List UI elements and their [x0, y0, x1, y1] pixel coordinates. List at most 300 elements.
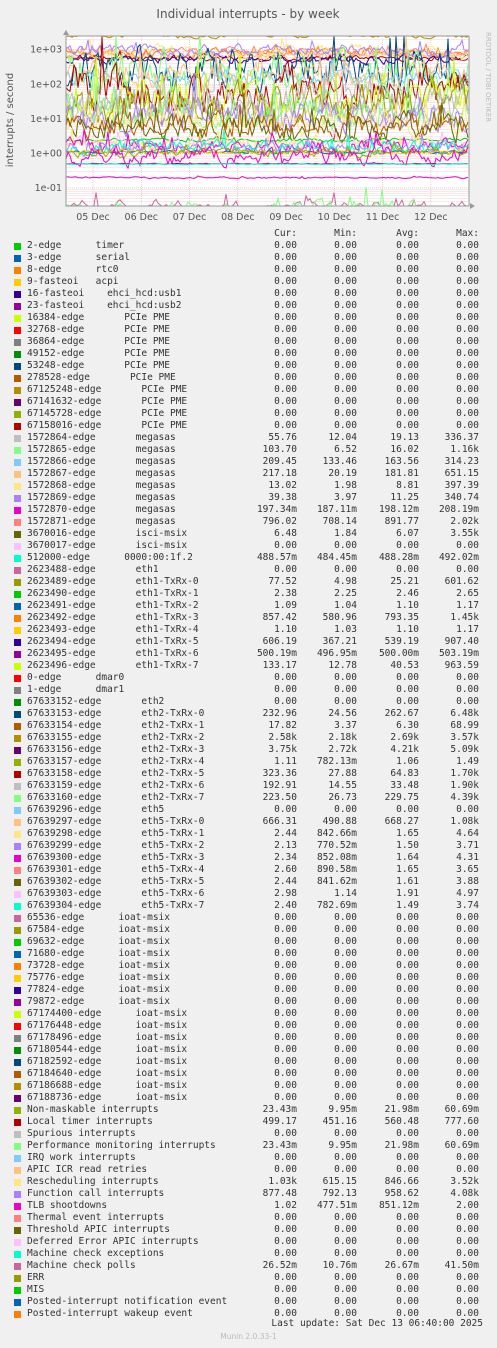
- legend-row: [0, 1008, 497, 1020]
- legend-label: 1572865-edge megasas: [27, 444, 176, 455]
- legend-cur: 323.36: [262, 768, 297, 779]
- legend-min: 367.21: [322, 636, 357, 647]
- legend-label: 23-fasteoi ehci_hcd:usb2: [27, 300, 182, 311]
- legend-min: 1.98: [334, 480, 357, 491]
- legend-label: 67633159-edge eth2-TxRx-6: [27, 780, 205, 791]
- legend-row: [0, 1284, 497, 1296]
- legend-swatch: [14, 291, 21, 298]
- legend-min: 0.00: [334, 396, 357, 407]
- legend-max: 2.00: [456, 1200, 479, 1211]
- legend-avg: 0.00: [396, 312, 419, 323]
- legend-avg: 0.00: [396, 1296, 419, 1307]
- legend-cur: 666.31: [262, 816, 297, 827]
- legend-min: 2.72k: [328, 744, 357, 755]
- legend-swatch: [14, 783, 21, 790]
- legend-max: 60.69m: [444, 1104, 479, 1115]
- legend-max: 0.00: [456, 1284, 479, 1295]
- legend-label: 49152-edge PCIe PME: [27, 348, 170, 359]
- legend-label: Posted-interrupt wakeup event: [27, 1308, 193, 1319]
- legend-max: 0.00: [456, 360, 479, 371]
- legend-label: 65536-edge ioat-msix: [27, 912, 170, 923]
- legend-swatch: [14, 375, 21, 382]
- legend-avg: 560.48: [384, 1116, 419, 1127]
- legend-min: 490.88: [322, 816, 357, 827]
- legend-row: [0, 504, 497, 516]
- legend-min: 0.00: [334, 564, 357, 575]
- legend-swatch: [14, 507, 21, 514]
- legend-min: 0.00: [334, 1092, 357, 1103]
- legend-avg: 851.12m: [378, 1200, 419, 1211]
- legend-min: 0.00: [334, 1152, 357, 1163]
- legend-row: [0, 1188, 497, 1200]
- legend-max: 1.16k: [450, 444, 479, 455]
- legend-avg: 25.21: [390, 576, 419, 587]
- legend-row: [0, 1068, 497, 1080]
- legend-label: APIC ICR read retries: [27, 1164, 148, 1175]
- legend-row: [0, 888, 497, 900]
- legend-avg: 0.00: [396, 1272, 419, 1283]
- legend-max: 0.00: [456, 1164, 479, 1175]
- legend-label: 67639304-edge eth5-TxRx-7: [27, 900, 205, 911]
- legend-row: [0, 756, 497, 768]
- legend-avg: 0.00: [396, 540, 419, 551]
- legend-swatch: [14, 351, 21, 358]
- x-tick-label: 06 Dec: [124, 212, 159, 223]
- legend-swatch: [14, 567, 21, 574]
- legend-min: 0.00: [334, 1248, 357, 1259]
- legend-cur: 796.02: [262, 516, 297, 527]
- legend-swatch: [14, 1287, 21, 1294]
- legend-swatch: [14, 1263, 21, 1270]
- legend-cur: 0.00: [274, 420, 297, 431]
- legend-cur: 39.38: [268, 492, 297, 503]
- legend-max: 3.55k: [450, 528, 479, 539]
- legend-label: 67633157-edge eth2-TxRx-4: [27, 756, 205, 767]
- legend-avg: 64.83: [390, 768, 419, 779]
- legend-max: 0.00: [456, 1224, 479, 1235]
- legend-row: [0, 840, 497, 852]
- legend-row: [0, 804, 497, 816]
- legend-label: 16-fasteoi ehci_hcd:usb1: [27, 288, 182, 299]
- legend-min: 27.88: [328, 768, 357, 779]
- legend-label: 67186688-edge ioat-msix: [27, 1080, 188, 1091]
- legend-avg: 0.00: [396, 276, 419, 287]
- legend-avg: 793.35: [384, 612, 419, 623]
- legend-swatch: [14, 915, 21, 922]
- legend-label: 2623491-edge eth1-TxRx-2: [27, 600, 199, 611]
- legend-min: 782.69m: [316, 900, 357, 911]
- legend-avg: 0.00: [396, 336, 419, 347]
- legend-row: [0, 1176, 497, 1188]
- legend-swatch: [14, 987, 21, 994]
- x-tick-label: 12 Dec: [414, 212, 448, 223]
- legend-cur: 197.34m: [256, 504, 297, 515]
- legend-max: 0.00: [456, 420, 479, 431]
- legend-swatch: [14, 471, 21, 478]
- legend-avg: 891.77: [384, 516, 419, 527]
- legend-avg: 0.00: [396, 924, 419, 935]
- legend-avg: 229.75: [384, 792, 419, 803]
- legend-avg: 19.13: [390, 432, 419, 443]
- legend-min: 0.00: [334, 276, 357, 287]
- legend-avg: 4.21k: [390, 744, 419, 755]
- legend-max: 0.00: [456, 312, 479, 323]
- legend-row: [0, 1260, 497, 1272]
- legend-avg: 0.00: [396, 1284, 419, 1295]
- legend-cur: 0.00: [274, 1152, 297, 1163]
- legend-swatch: [14, 1143, 21, 1150]
- legend-max: 4.64: [456, 828, 479, 839]
- legend-max: 0.00: [456, 672, 479, 683]
- legend-cur: 0.00: [274, 1032, 297, 1043]
- legend-label: 8-edge rtc0: [27, 264, 119, 275]
- legend-label: MIS: [27, 1284, 45, 1295]
- legend-row: [0, 852, 497, 864]
- legend-label: 69632-edge ioat-msix: [27, 936, 170, 947]
- legend-cur: 2.98: [274, 888, 297, 899]
- legend-min: 0.00: [334, 264, 357, 275]
- legend-min: 0.00: [334, 948, 357, 959]
- legend-row: [0, 972, 497, 984]
- legend-cur: 0.00: [274, 336, 297, 347]
- legend-label: 2623489-edge eth1-TxRx-0: [27, 576, 199, 587]
- legend-min: 1.04: [334, 600, 357, 611]
- legend-row: [0, 552, 497, 564]
- legend-label: 1572869-edge megasas: [27, 492, 176, 503]
- legend-label: 67639301-edge eth5-TxRx-4: [27, 864, 205, 875]
- legend-min: 26.73: [328, 792, 357, 803]
- legend-cur: 2.34: [274, 852, 297, 863]
- legend-row: [0, 240, 497, 252]
- legend-min: 0.00: [334, 372, 357, 383]
- legend-avg: 26.67m: [384, 1260, 419, 1271]
- legend-avg: 40.53: [390, 660, 419, 671]
- legend-row: [0, 1200, 497, 1212]
- legend-label: Posted-interrupt notification event: [27, 1296, 228, 1307]
- legend-label: 67141632-edge PCIe PME: [27, 396, 188, 407]
- legend-cur: 23.43m: [262, 1104, 297, 1115]
- legend-swatch: [14, 927, 21, 934]
- legend-avg: 1.65: [396, 864, 419, 875]
- legend-avg: 0.00: [396, 1032, 419, 1043]
- legend-avg: 0.00: [396, 1128, 419, 1139]
- legend-min: 0.00: [334, 672, 357, 683]
- legend-min: 3.37: [334, 720, 357, 731]
- legend-swatch: [14, 363, 21, 370]
- y-tick-label: 1e+01: [30, 113, 62, 125]
- legend-row: [0, 1020, 497, 1032]
- legend-max: 0.00: [456, 1236, 479, 1247]
- legend-min: 841.62m: [316, 876, 357, 887]
- legend-swatch: [14, 999, 21, 1006]
- legend-label: 67584-edge ioat-msix: [27, 924, 170, 935]
- legend-cur: 0.00: [274, 936, 297, 947]
- legend-cur: 217.18: [262, 468, 297, 479]
- legend-label: 1-edge dmar1: [27, 684, 125, 695]
- legend-cur: 192.91: [262, 780, 297, 791]
- legend-avg: 2.46: [396, 588, 419, 599]
- legend-row: [0, 384, 497, 396]
- legend-min: 0.00: [334, 408, 357, 419]
- x-tick-label: 11 Dec: [365, 212, 400, 223]
- legend-max: 0.00: [456, 1056, 479, 1067]
- legend-swatch: [14, 891, 21, 898]
- legend-swatch: [14, 1107, 21, 1114]
- header-min: Min:: [334, 228, 357, 239]
- legend-max: 1.90k: [450, 780, 479, 791]
- legend-row: [0, 1140, 497, 1152]
- legend-avg: 0.00: [396, 1008, 419, 1019]
- legend-max: 1.08k: [450, 816, 479, 827]
- legend-row: [0, 288, 497, 300]
- legend-swatch: [14, 735, 21, 742]
- legend-min: 14.55: [328, 780, 357, 791]
- legend-max: 1.17: [456, 600, 479, 611]
- legend-min: 890.58m: [316, 864, 357, 875]
- legend-max: 0.00: [456, 252, 479, 263]
- legend-cur: 0.00: [274, 1236, 297, 1247]
- legend-max: 3.65: [456, 864, 479, 875]
- legend-label: Performance monitoring interrupts: [27, 1140, 216, 1151]
- legend-min: 1.03: [334, 624, 357, 635]
- legend-cur: 133.17: [262, 660, 297, 671]
- legend-max: 41.50m: [444, 1260, 479, 1271]
- legend-min: 0.00: [334, 936, 357, 947]
- legend-cur: 0.00: [274, 1020, 297, 1031]
- legend-cur: 2.38: [274, 588, 297, 599]
- legend-max: 601.62: [444, 576, 479, 587]
- legend-min: 3.97: [334, 492, 357, 503]
- legend-avg: 539.19: [384, 636, 419, 647]
- legend-swatch: [14, 399, 21, 406]
- legend-cur: 0.00: [274, 1272, 297, 1283]
- x-tick-label: 08 Dec: [221, 212, 255, 223]
- legend-cur: 0.00: [274, 348, 297, 359]
- legend-max: 0.00: [456, 1044, 479, 1055]
- legend-max: 0.00: [456, 912, 479, 923]
- legend-min: 12.04: [328, 432, 357, 443]
- legend-label: 77824-edge ioat-msix: [27, 984, 170, 995]
- legend-swatch: [14, 771, 21, 778]
- legend-row: [0, 264, 497, 276]
- legend-row: [0, 1044, 497, 1056]
- legend-row: [0, 1032, 497, 1044]
- legend-max: 0.00: [456, 324, 479, 335]
- y-tick-label: 1e+00: [30, 148, 62, 160]
- legend-avg: 1.65: [396, 828, 419, 839]
- legend-cur: 1.02: [274, 1200, 297, 1211]
- legend-min: 0.00: [334, 1236, 357, 1247]
- legend-cur: 0.00: [274, 948, 297, 959]
- legend-label: 67125248-edge PCIe PME: [27, 384, 188, 395]
- legend-cur: 0.00: [274, 396, 297, 407]
- legend-swatch: [14, 903, 21, 910]
- legend-max: 4.31: [456, 852, 479, 863]
- legend-avg: 958.62: [384, 1188, 419, 1199]
- legend-avg: 1.49: [396, 900, 419, 911]
- legend-max: 0.00: [456, 1272, 479, 1283]
- legend-min: 792.13: [322, 1188, 357, 1199]
- legend-avg: 0.00: [396, 300, 419, 311]
- legend-swatch: [14, 867, 21, 874]
- legend-label: 67633155-edge eth2-TxRx-2: [27, 732, 205, 743]
- legend-cur: 0.00: [274, 912, 297, 923]
- legend-max: 6.48k: [450, 708, 479, 719]
- legend-row: [0, 360, 497, 372]
- legend-swatch: [14, 483, 21, 490]
- legend-swatch: [14, 591, 21, 598]
- legend-avg: 0.00: [396, 240, 419, 251]
- legend-swatch: [14, 807, 21, 814]
- legend-cur: 1.11: [274, 756, 297, 767]
- legend-label: 67184640-edge ioat-msix: [27, 1068, 188, 1079]
- legend-cur: 0.00: [274, 1248, 297, 1259]
- legend-cur: 0.00: [274, 804, 297, 815]
- legend-swatch: [14, 939, 21, 946]
- legend-swatch: [14, 1059, 21, 1066]
- legend-max: 4.39k: [450, 792, 479, 803]
- legend-avg: 0.00: [396, 264, 419, 275]
- legend-avg: 0.00: [396, 936, 419, 947]
- legend-cur: 2.40: [274, 900, 297, 911]
- legend-avg: 0.00: [396, 696, 419, 707]
- legend-max: 0.00: [456, 1080, 479, 1091]
- legend-swatch: [14, 1035, 21, 1042]
- legend-cur: 55.76: [268, 432, 297, 443]
- legend-label: 67633156-edge eth2-TxRx-3: [27, 744, 205, 755]
- legend-max: 0.00: [456, 1212, 479, 1223]
- legend-min: 0.00: [334, 1056, 357, 1067]
- legend-avg: 0.00: [396, 564, 419, 575]
- legend-min: 0.00: [334, 384, 357, 395]
- legend-swatch: [14, 1155, 21, 1162]
- legend-label: 67633154-edge eth2-TxRx-1: [27, 720, 205, 731]
- legend-label: 67633152-edge eth2: [27, 696, 165, 707]
- legend-max: 0.00: [456, 1068, 479, 1079]
- legend-label: Machine check exceptions: [27, 1248, 165, 1259]
- legend-label: Spurious interrupts: [27, 1128, 136, 1139]
- legend-min: 1.84: [334, 528, 357, 539]
- header-cur: Cur:: [274, 228, 297, 239]
- legend-swatch: [14, 951, 21, 958]
- legend-cur: 2.44: [274, 828, 297, 839]
- legend-swatch: [14, 1023, 21, 1030]
- legend-row: [0, 540, 497, 552]
- legend-max: 0.00: [456, 1092, 479, 1103]
- legend-swatch: [14, 531, 21, 538]
- y-tick-label: 1e-01: [34, 182, 62, 194]
- legend-row: [0, 396, 497, 408]
- legend-swatch: [14, 963, 21, 970]
- legend-row: [0, 1092, 497, 1104]
- legend-avg: 0.00: [396, 252, 419, 263]
- legend-label: 2-edge timer: [27, 240, 125, 251]
- legend-row: [0, 876, 497, 888]
- legend-swatch: [14, 435, 21, 442]
- legend-max: 0.00: [456, 684, 479, 695]
- legend-max: 0.00: [456, 384, 479, 395]
- legend-min: 451.16: [322, 1116, 357, 1127]
- legend-min: 615.15: [322, 1176, 357, 1187]
- legend-swatch: [14, 1191, 21, 1198]
- legend-row: [0, 816, 497, 828]
- legend-label: 73728-edge ioat-msix: [27, 960, 170, 971]
- legend-swatch: [14, 855, 21, 862]
- legend-avg: 0.00: [396, 1308, 419, 1319]
- legend-cur: 0.00: [274, 1044, 297, 1055]
- legend-avg: 0.00: [396, 912, 419, 923]
- legend-max: 0.00: [456, 348, 479, 359]
- legend-min: 852.08m: [316, 852, 357, 863]
- legend-min: 9.95m: [328, 1140, 357, 1151]
- legend-max: 0.00: [456, 288, 479, 299]
- legend-row: [0, 1080, 497, 1092]
- legend-avg: 1.10: [396, 600, 419, 611]
- legend-cur: 1.10: [274, 624, 297, 635]
- legend-max: 336.37: [444, 432, 479, 443]
- legend-row: [0, 1272, 497, 1284]
- legend-max: 1.49: [456, 756, 479, 767]
- legend-avg: 1.91: [396, 888, 419, 899]
- legend-swatch: [14, 303, 21, 310]
- legend-row: [0, 528, 497, 540]
- legend-cur: 0.00: [274, 972, 297, 983]
- legend-swatch: [14, 255, 21, 262]
- legend-row: [0, 492, 497, 504]
- legend-avg: 846.66: [384, 1176, 419, 1187]
- legend-max: 651.15: [444, 468, 479, 479]
- legend-min: 0.00: [334, 240, 357, 251]
- legend-row: [0, 612, 497, 624]
- legend-max: 314.23: [444, 456, 479, 467]
- legend-row: [0, 480, 497, 492]
- legend-avg: 0.00: [396, 360, 419, 371]
- legend-avg: 0.00: [396, 1092, 419, 1103]
- legend-label: 2623494-edge eth1-TxRx-5: [27, 636, 199, 647]
- legend-min: 1.14: [334, 888, 357, 899]
- legend-row: [0, 636, 497, 648]
- y-axis-arrow: [63, 30, 69, 35]
- legend-avg: 8.81: [396, 480, 419, 491]
- legend-max: 0.00: [456, 540, 479, 551]
- legend-swatch: [14, 543, 21, 550]
- legend-cur: 0.00: [274, 264, 297, 275]
- legend-label: 1572868-edge megasas: [27, 480, 176, 491]
- legend-avg: 33.48: [390, 780, 419, 791]
- legend-min: 10.76m: [322, 1260, 357, 1271]
- legend-min: 12.78: [328, 660, 357, 671]
- legend-avg: 0.00: [396, 984, 419, 995]
- legend-label: 67639297-edge eth5-TxRx-0: [27, 816, 205, 827]
- legend-max: 0.00: [456, 240, 479, 251]
- legend-row: [0, 432, 497, 444]
- legend-label: 79872-edge ioat-msix: [27, 996, 170, 1007]
- legend-row: [0, 984, 497, 996]
- legend-row: [0, 444, 497, 456]
- legend-row: [0, 564, 497, 576]
- legend-min: 24.56: [328, 708, 357, 719]
- legend-min: 0.00: [334, 288, 357, 299]
- legend-cur: 488.57m: [256, 552, 297, 563]
- legend-min: 0.00: [334, 924, 357, 935]
- legend-cur: 1.09: [274, 600, 297, 611]
- legend-label: 71680-edge ioat-msix: [27, 948, 170, 959]
- legend-min: 0.00: [334, 1032, 357, 1043]
- legend-cur: 2.60: [274, 864, 297, 875]
- legend-min: 9.95m: [328, 1104, 357, 1115]
- legend-max: 0.00: [456, 984, 479, 995]
- legend-row: [0, 600, 497, 612]
